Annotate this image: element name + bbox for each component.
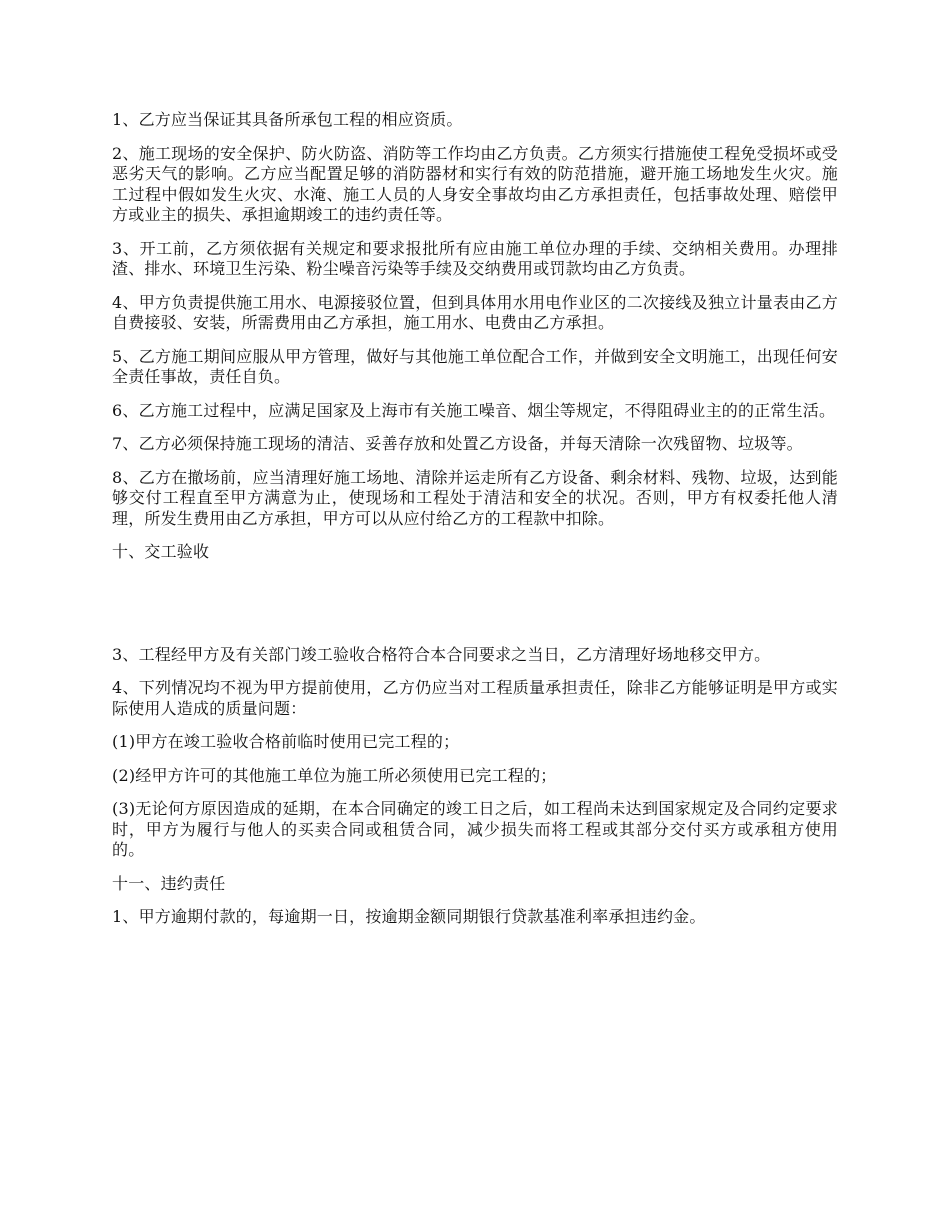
clause-9-5: 5、乙方施工期间应服从甲方管理，做好与其他施工单位配合工作，并做到安全文明施工，出现任何安全责任事故，责任自负。 bbox=[112, 346, 838, 386]
clause-10-4-item-3: (3)无论何方原因造成的延期，在本合同确定的竣工日之后，如工程尚未达到国家规定及合同约定要求时，甲方为履行与他人的买卖合同或租赁合同，减少损失而将工程或其部分交付买方或承租方使用的。 bbox=[112, 799, 838, 859]
clause-9-2: 2、施工现场的安全保护、防火防盗、消防等工作均由乙方负责。乙方须实行措施使工程免受损坏或受恶劣天气的影响。乙方应当配置足够的消防器材和实行有效的防范措施，避开施工场地发生火灾。施工过程中假如发生火灾、水淹、施工人员的人身安全事故均由乙方承担责任，包括事故处理、赔偿甲方或业主的损失、承担逾期竣工的违约责任等。 bbox=[112, 143, 838, 224]
section-10-heading: 十、交工验收 bbox=[112, 542, 210, 561]
clause-10-4-item-1: (1)甲方在竣工验收合格前临时使用已完工程的； bbox=[112, 732, 460, 751]
clause-9-8: 8、乙方在撤场前，应当清理好施工场地、清除并运走所有乙方设备、剩余材料、残物、垃圾，达到能够交付工程直至甲方满意为止，使现场和工程处于清洁和安全的状况。否则，甲方有权委托他人清理，所发生费用由乙方承担，甲方可以从应付给乙方的工程款中扣除。 bbox=[112, 467, 838, 528]
clause-9-3: 3、开工前，乙方须依据有关规定和要求报批所有应由施工单位办理的手续、交纳相关费用。办理排渣、排水、环境卫生污染、粉尘噪音污染等手续及交纳费用或罚款均由乙方负责。 bbox=[112, 238, 838, 278]
document-body bbox=[112, 110, 838, 941]
section-11-heading: 十一、违约责任 bbox=[112, 873, 226, 893]
clause-11-1: 1、甲方逾期付款的，每逾期一日，按逾期金额同期银行贷款基准利率承担违约金。 bbox=[112, 907, 706, 926]
clause-9-4: 4、甲方负责提供施工用水、电源接驳位置，但到具体用水用电作业区的二次接线及独立计量表由乙方自费接驳、安装，所需费用由乙方承担，施工用水、电费由乙方承担。 bbox=[112, 292, 838, 332]
clause-9-7: 7、乙方必须保持施工现场的清洁、妥善存放和处置乙方设备，并每天清除一次残留物、垃圾等。 bbox=[112, 434, 803, 453]
clause-10-4: 4、下列情况均不视为甲方提前使用，乙方仍应当对工程质量承担责任，除非乙方能够证明是甲方或实际使用人造成的质量问题： bbox=[112, 678, 838, 718]
clause-9-1: 1、乙方应当保证其具备所承包工程的相应资质。 bbox=[112, 110, 463, 129]
clause-9-6: 6、乙方施工过程中，应满足国家及上海市有关施工噪音、烟尘等规定，不得阻碍业主的的正常生活。 bbox=[112, 400, 836, 420]
blank-gap bbox=[112, 576, 838, 645]
clause-10-4-item-2: (2)经甲方许可的其他施工单位为施工所必须使用已完工程的； bbox=[112, 765, 557, 785]
clause-10-3: 3、工程经甲方及有关部门竣工验收合格符合本合同要求之当日，乙方清理好场地移交甲方。 bbox=[112, 644, 771, 664]
